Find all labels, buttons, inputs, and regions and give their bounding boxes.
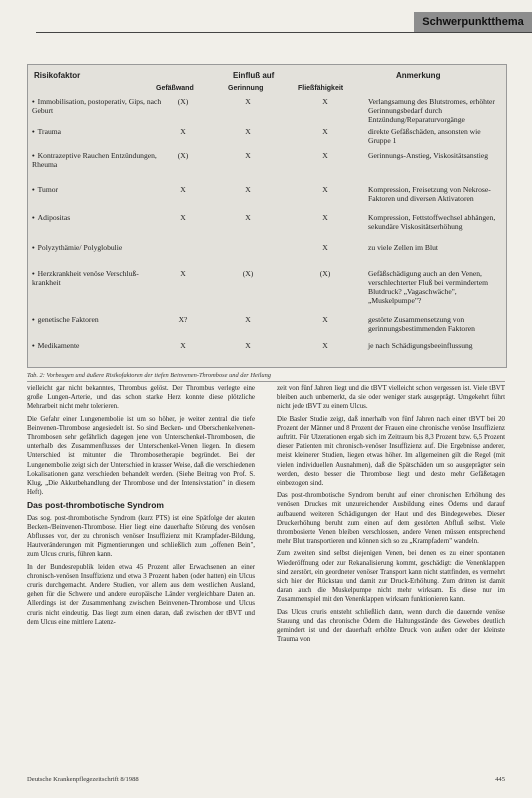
risk-factor-label — [32, 341, 162, 350]
note-text: Gerinnungs-Anstieg, Viskositätsanstieg — [368, 151, 489, 160]
paragraph: zeit von fünf Jahren liegt und die tBVT vielleicht schon vergessen ist. Viele tBVT bleiben auch unbemerkt, da sie oder weniger stark ausgeprägt. Umgekehrt führt nicht jede tBVT zu einem Ulcus. — [277, 385, 505, 411]
coag-mark: X — [245, 213, 251, 222]
bullet-icon: • — [32, 269, 35, 278]
journal-name: Deutsche Krankenpflegezeitschrift 8/1988 — [27, 776, 139, 783]
wall-mark: X — [180, 213, 186, 222]
bullet-icon: • — [32, 341, 35, 350]
risk-factor-text: Herzkrankheit venöse Verschluß-krankheit — [32, 269, 139, 287]
risk-factor-text: genetische Faktoren — [37, 315, 99, 324]
bullet-icon: • — [32, 185, 35, 194]
page-footer — [27, 776, 505, 783]
risk-factor-label — [32, 213, 162, 222]
risk-factor-text: Immobilisation, postoperativ, Gips, nach Geburt — [32, 97, 162, 115]
paragraph: Die Gefahr einer Lungenembolie ist um so höher, je weiter zentral die tiefe Beinvenen-Thrombose angesiedelt ist. So sind Becken- und Oberschenkelvenen-Thrombosen sehr gefährlich dagegen jene von Unterschenkel-Thrombosen, die unterhalb des Zusammenflusses der Unterschenkel-Venen liegen. In diesem Unterschied ist mitunter die Thrombosetherapie begründet. Bei der Lungenembolie zeigt sich der Unterschied in krasser Weise, daß die verschiedenen Lokalisationen ganz verschieden behandelt werden. (Siehe Beitrag von Prof. S. Klug, „Die Akkutbehandlung der Thrombose und der Intensivstation" in diesem Heft). — [27, 415, 255, 497]
flow-mark: X — [322, 341, 328, 350]
wall-mark: X — [180, 127, 186, 136]
paragraph: In der Bundesrepublik leiden etwa 45 Prozent aller Erwachsenen an einer chronisch-venösen Insuffizienz und etwa 3 Prozent haben (oder hatten) ein Ulcus cruris durchgemacht. Andere Studien, vor allem aus dem westlichen Ausland, gehen für die Schwere und andere europäische Länder vergleichbare Daten an. Allerdings ist der Zusammenhang zwischen Beinvenen-Thrombose und Ulcus cruris nicht eindeutig. Das liegt zum einen daran, daß zwischen der tBVT und dem Ulcus eine mittlere Latenz- — [27, 563, 255, 626]
risk-factor-text: Medikamente — [37, 341, 80, 350]
paragraph: Das Ulcus cruris entsteht schließlich dann, wenn durch die dauernde venöse Stauung und das chronische Ödem die Haltungsstände des Gewebes deutlich gemindert ist und der dauerhaft erhöhte Druck von außen oder der kleinste Trauma von — [277, 608, 505, 644]
coag-mark: X — [245, 341, 251, 350]
bullet-icon: • — [32, 151, 35, 160]
risk-factor-label — [32, 269, 162, 287]
coag-mark: X — [245, 315, 251, 324]
note-text: Kompression, Fettstoffwechsel abhängen, sekundäre Viskositätserhöhung — [368, 213, 496, 231]
risk-factor-label — [32, 315, 162, 324]
risk-factor-text: Trauma — [37, 127, 62, 136]
bullet-icon: • — [32, 243, 35, 252]
note-text: direkte Gefäßschäden, ansonsten wie Gruppe 1 — [368, 127, 481, 145]
paragraph: vielleicht gar nicht bekanntes, Thrombus gelöst. Der Thrombus verlegte eine große Lungen-Arterie, und das schon starke Herz konnte diese plötzliche Mehrarbeit nicht mehr tolerieren. — [27, 385, 255, 411]
note-text: Gefäßschädigung auch an den Venen, verschlechterter Fluß bei vermindertem Blutdruck? „Vagaschwäche", „Muskelpumpe"? — [368, 269, 488, 305]
flow-mark: X — [322, 127, 328, 136]
risk-factor-label — [32, 127, 162, 136]
coag-mark: X — [245, 185, 251, 194]
col-coag-header: Gerinnung — [228, 85, 264, 92]
page-number: 445 — [495, 776, 505, 783]
note-text: Verlangsamung des Blutstromes, erhöhter Gerinnungsbedarf durch Entzündung/Reparaturvorgänge — [368, 97, 495, 124]
wall-mark: (X) — [177, 97, 189, 106]
flow-mark: X — [322, 315, 328, 324]
risk-factor-text: Tumor — [37, 185, 59, 194]
bullet-icon: • — [32, 213, 35, 222]
risk-factor-label — [32, 151, 162, 169]
risk-factor-text: Kontrazeptive Rauchen Entzündungen, Rheuma — [32, 151, 157, 169]
col-note-header: Anmerkung — [396, 71, 441, 80]
wall-mark: X? — [178, 315, 188, 324]
coag-mark: X — [245, 151, 251, 160]
note-text: zu viele Zellen im Blut — [368, 243, 439, 252]
wall-mark: X — [180, 269, 186, 278]
flow-mark: X — [322, 151, 328, 160]
flow-mark: X — [322, 185, 328, 194]
paragraph: Die Basler Studie zeigt, daß innerhalb von fünf Jahren nach einer tBVT bei 20 Prozent der Männer und 8 Prozent der Frauen eine chronische venöse Insuffizienz auftritt. Für Ulzerationen ergab sich im Zeitraum bis 8,3 Prozent bzw. 6,5 Prozent dieser Patienten mit chronisch-venöser Insuffizienz auf. Die Ergebnisse anderer, meist kleinerer Studien, liegen etwas höher. Im allgemeinen gilt die Regel (mit vielen individuellen Ausnahmen), daß die Spätschäden um so ausgeprägter sein werden, desto besser die Thrombose liegt und desto mehr Gefäßetagen einbezogen sind. — [277, 415, 505, 488]
paragraph: Das post-thrombotische Syndrom beruht auf einer chronischen Erhöhung des venösen Druckes mit unzureichender Ausbildung eines Ödems und darauf aufbauend weiteren Schädigungen der Haut und des Bindegewebes. Dieser Druckerhöhung beruht zum einen auf dem gestörten Abfluß selbst. Viele thrombosierte Venen bleiben verschlossen, andere Venen müssen entsprechend mehr Blut transportieren und können sich so zu „Krampfadern" wandeln. — [277, 492, 505, 546]
risk-factor-label — [32, 185, 162, 194]
risk-factor-text: Polyzythämie/ Polyglobulie — [37, 243, 123, 252]
risk-factor-label — [32, 243, 162, 252]
bullet-icon: • — [32, 127, 35, 136]
page-header — [36, 10, 532, 33]
bullet-icon: • — [32, 97, 35, 106]
wall-mark: X — [180, 341, 186, 350]
note-text: je nach Schädigungsbeeinflussung — [368, 341, 473, 350]
paragraph: Das sog. post-thrombotische Syndrom (kurz PTS) ist eine Spätfolge der akuten Becken-/Beinvenen-Thrombose. Hier liegt eine dauerhafte Störung des venösen Abflusses vor, der zu chronisch venöser Insuffizienz mit Krampfader-Bildung, Hautveränderungen mit Pigmentierungen und schließlich zum „offenen Bein", zum Ulcus cruris, führen kann. — [27, 514, 255, 559]
flow-mark: X — [322, 243, 328, 252]
coag-mark: X — [245, 97, 251, 106]
paragraph: Zum zweiten sind selbst diejenigen Venen, bei denen es zu einer spontanen Wiederöffnung oder zur Rekanalisierung kommt, geschädigt: die Venenklappen sind zerstört, ein geordneter venöser Transport kann nicht stattfinden, es vermehrt sich hier der Rückstau und damit zur Druck-Erhöhung. Zum dritten ist damit daran auch die Muskelpumpe nicht mehr wirksam. Es diese nur im Zusammenspiel mit den Venenklappen wirksam funktionieren kann. — [277, 550, 505, 604]
col-risk-header: Risikofaktor — [34, 71, 81, 80]
section-heading: Das post-thrombotische Syndrom — [27, 500, 164, 511]
note-text: Kompression, Freisetzung von Nekrose-Faktoren und diversen Aktivatoren — [368, 185, 491, 203]
risk-factor-label — [32, 97, 162, 115]
col-flow-header: Fließfähigkeit — [298, 85, 344, 92]
coag-mark: (X) — [242, 269, 254, 278]
col-wall-header: Gefäßwand — [156, 85, 194, 92]
right-column — [277, 384, 505, 647]
flow-mark: (X) — [319, 269, 331, 278]
table-caption: Tab. 2: Vorbeugen und äußere Risikofaktoren der tiefen Beinvenen-Thrombose und der Heilung — [27, 372, 505, 382]
left-column — [27, 384, 255, 630]
coag-mark: X — [245, 127, 251, 136]
risk-factor-text: Adipositas — [37, 213, 71, 222]
flow-mark: X — [322, 97, 328, 106]
bullet-icon: • — [32, 315, 35, 324]
flow-mark: X — [322, 213, 328, 222]
risk-factor-table — [27, 64, 507, 368]
section-title: Schwerpunktthema — [414, 12, 532, 32]
wall-mark: X — [180, 185, 186, 194]
wall-mark: (X) — [177, 151, 189, 160]
note-text: gestörte Zusammensetzung von gerinnungsbestimmenden Faktoren — [368, 315, 475, 333]
col-influence-header: Einfluß auf — [233, 71, 275, 80]
